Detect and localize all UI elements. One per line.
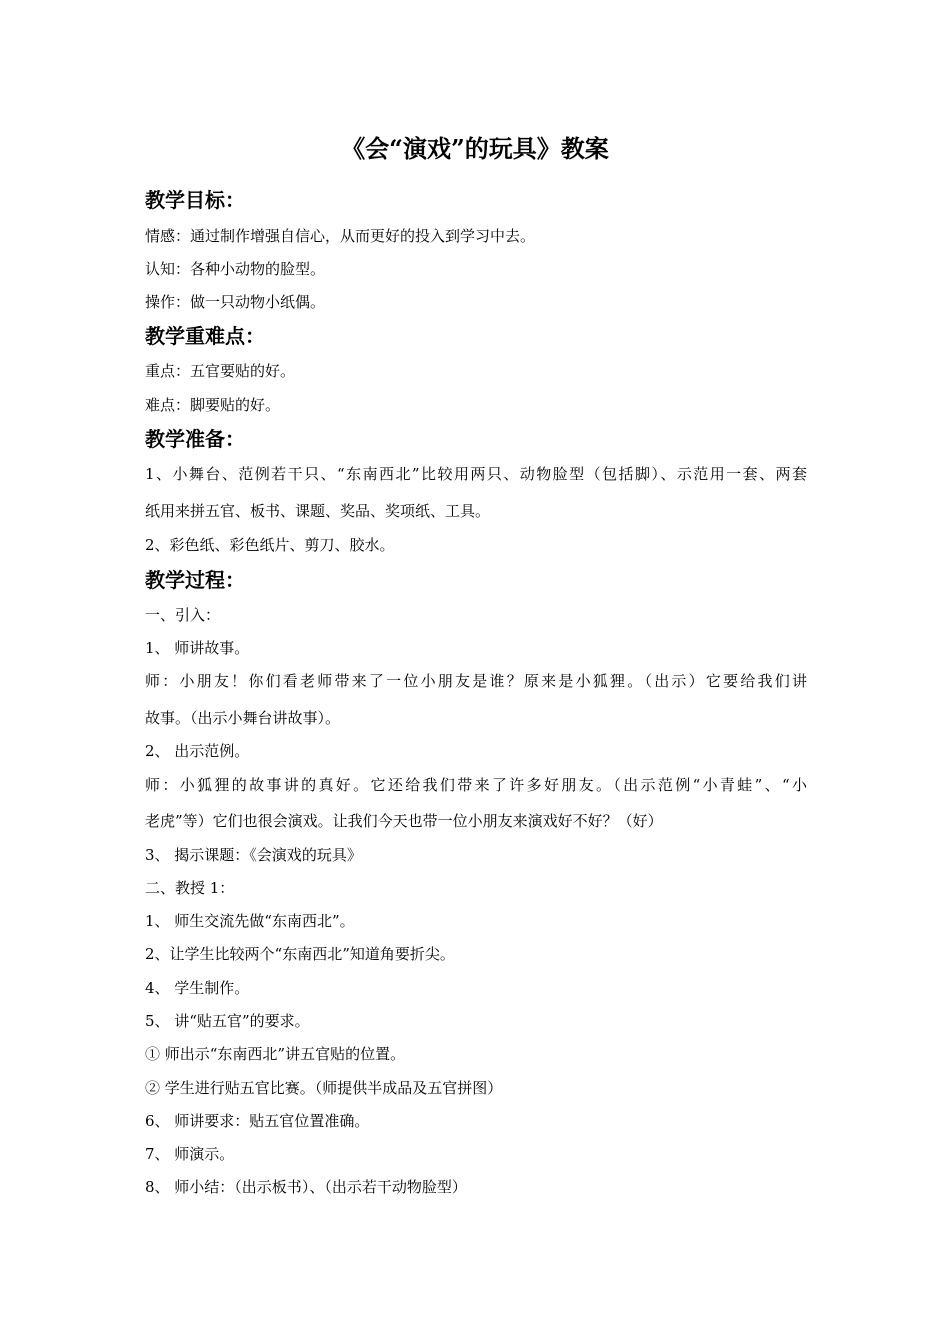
process-line: ② 学生进行贴五官比赛。（师提供半成品及五官拼图） (145, 1079, 503, 1097)
process-line: 5、 讲“贴五官”的要求。 (145, 1012, 310, 1030)
process-line: 8、 师小结：（出示板书）、（出示若干动物脸型） (145, 1178, 467, 1196)
document-title: 《会“演戏”的玩具》教案 (341, 134, 609, 163)
process-line: 师：小朋友！你们看老师带来了一位小朋友是谁？原来是小狐狸。（出示）它要给我们讲 (145, 672, 807, 690)
goals-line: 认知：各种小动物的脸型。 (145, 260, 326, 278)
preparation-line: 纸用来拼五官、板书、课题、奖品、奖项纸、工具。 (145, 502, 491, 520)
process-line: 师：小狐狸的故事讲的真好。它还给我们带来了许多好朋友。（出示范例“小青蛙”、“小 (145, 776, 807, 794)
process-line: 6、 师讲要求：贴五官位置准确。 (145, 1112, 370, 1130)
goals-line: 情感：通过制作增强自信心，从而更好的投入到学习中去。 (145, 227, 536, 245)
section-heading-process: 教学过程： (145, 568, 245, 592)
preparation-line: 1、小舞台、范例若干只、“东南西北”比较用两只、动物脸型（包括脚）、示范用一套、两套 (145, 465, 807, 483)
section-heading-goals: 教学目标： (145, 188, 245, 212)
process-line: 2、让学生比较两个“东南西北”知道角要折尖。 (145, 945, 455, 963)
section-heading-preparation: 教学准备： (145, 427, 245, 451)
process-line: 1、 师生交流先做“东南西北”。 (145, 912, 355, 930)
preparation-line: 2、彩色纸、彩色纸片、剪刀、胶水。 (145, 536, 395, 554)
goals-line: 操作：做一只动物小纸偶。 (145, 293, 326, 311)
process-line: 一、引入： (145, 606, 221, 624)
process-line: 7、 师演示。 (145, 1145, 235, 1163)
process-line: 老虎”等）它们也很会演戏。让我们今天也带一位小朋友来演戏好不好？（好） (145, 812, 663, 830)
process-line: ① 师出示“东南西北”讲五官贴的位置。 (145, 1045, 406, 1063)
process-line: 4、 学生制作。 (145, 979, 250, 997)
process-line: 1、 师讲故事。 (145, 639, 250, 657)
process-line: 故事。（出示小舞台讲故事）。 (145, 709, 341, 727)
process-line: 2、 出示范例。 (145, 742, 250, 760)
key-points-line: 难点：脚要贴的好。 (145, 396, 281, 414)
process-line: 二、教授 1： (145, 879, 235, 897)
key-points-line: 重点：五官要贴的好。 (145, 362, 296, 380)
section-heading-key-points: 教学重难点： (145, 324, 265, 348)
process-line: 3、 揭示课题：《会演戏的玩具》 (145, 846, 362, 864)
